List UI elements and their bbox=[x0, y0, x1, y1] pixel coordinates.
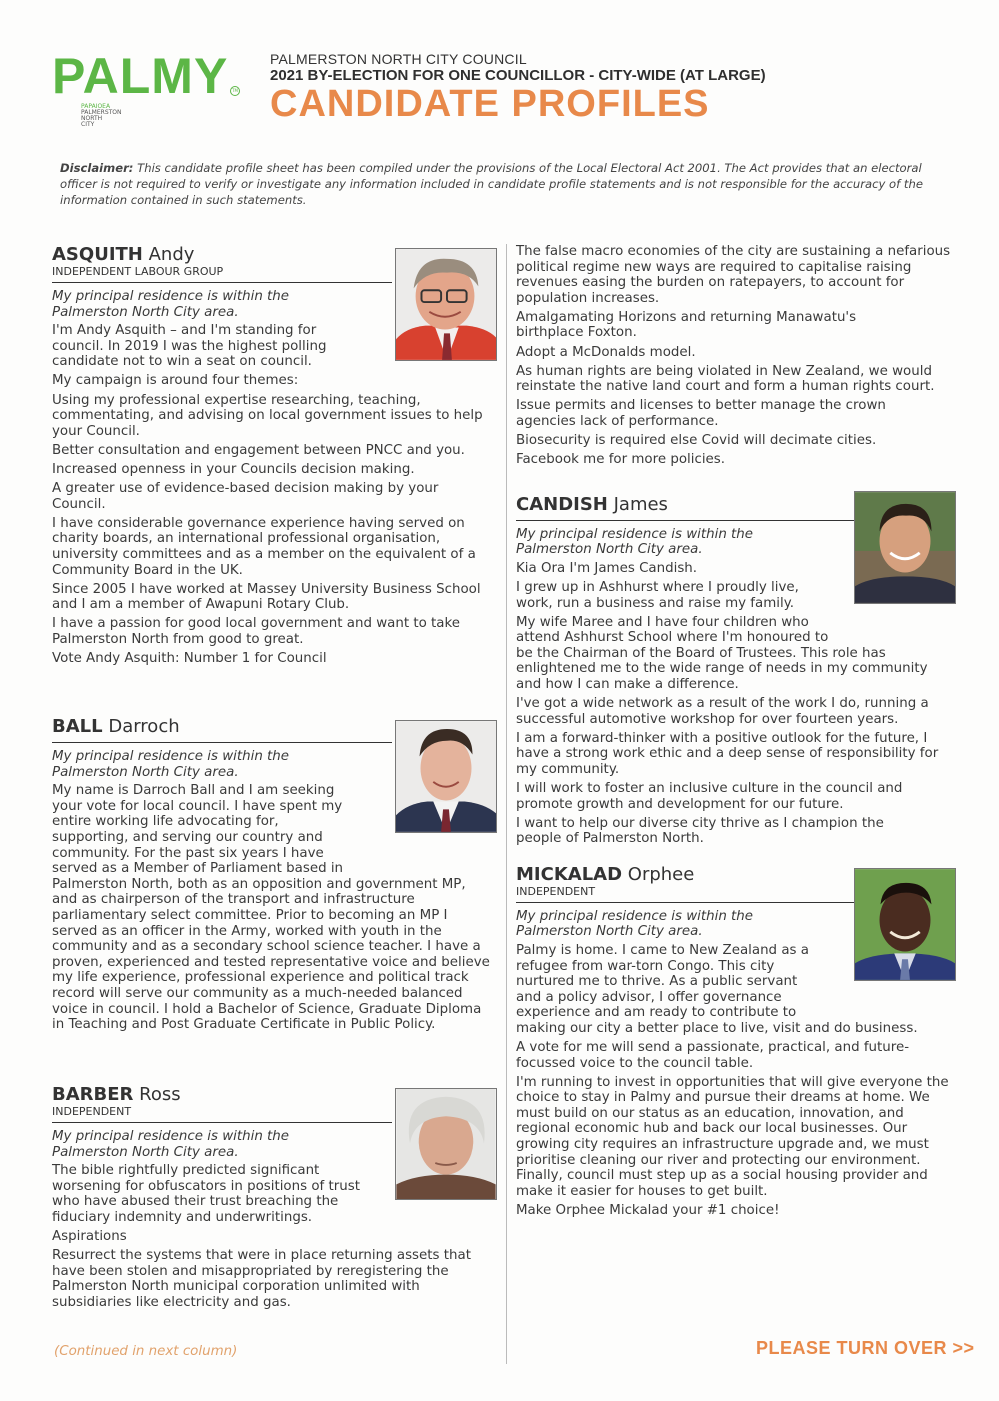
profile-paragraph: I've got a wide network as a result of the work I do, running a successful automotive workshop for over fourteen years. bbox=[516, 696, 929, 727]
please-turn-over: PLEASE TURN OVER >> bbox=[756, 1338, 975, 1358]
profile-paragraph: Using my professional expertise researching, teaching, commentating, and advising on local government issues to help your Council. bbox=[52, 392, 483, 439]
profile-paragraph: I am a forward-thinker with a positive outlook for the future, I have a strong work ethic and a deep sense of responsibility for my community. bbox=[516, 730, 939, 778]
disclaimer-text: This candidate profile sheet has been compiled under the provisions of the Local Electoral Act 2001. The Act provides that an electoral officer is not required to verify or investigate any information included in candidate profile statements and is not responsible for the accuracy of the information contained in such statements. bbox=[60, 161, 923, 207]
candidate-photo-asquith bbox=[395, 248, 497, 361]
profile-paragraph: Make Orphee Mickalad your #1 choice! bbox=[516, 1202, 780, 1218]
profile-paragraph: I will work to foster an inclusive culture in the council and promote growth and development for our future. bbox=[516, 781, 903, 812]
candidate-asquith bbox=[52, 244, 497, 699]
profile-paragraph: Biosecurity is required else Covid will decimate cities. bbox=[516, 433, 877, 449]
candidate-name: ASQUITH Andy bbox=[52, 244, 195, 265]
candidate-ball bbox=[52, 716, 497, 1084]
candidate-name: BARBER Ross bbox=[52, 1084, 181, 1105]
profile-paragraph: I have a passion for good local government and want to take Palmerston North from good to great. bbox=[52, 616, 461, 647]
profile-paragraph: My campaign is around four themes: bbox=[52, 373, 299, 389]
name-divider bbox=[516, 902, 856, 903]
candidate-name: MICKALAD Orphee bbox=[516, 863, 695, 885]
continued-note: (Continued in next column) bbox=[54, 1344, 238, 1359]
profile-paragraph: Facebook me for more policies. bbox=[516, 452, 726, 468]
profile-paragraph: My name is Darroch Ball and I am seeking your vote for local council. I have spent my entire working life advocating for, supporting, and serving our country and community. For the past six years I have served as a Member of Parliament based in Palmerston North, both as an opposition and government MP, and as chairperson of the transport and infrastructure parliamentary select committee. Prior to becoming an MP I served as an officer in the Army, worked with youth in the community and as a secondary school science teacher. I have a proven, experienced and tested representative voice and believe my life experience, professional experience and political track record will serve our community as a much-needed balanced voice in council. I hold a Bachelor of Science, Graduate Diploma in Teaching and Post Graduate Certificate in Public Policy. bbox=[52, 783, 492, 1033]
profile-paragraph: A vote for me will send a passionate, practical, and future-focussed voice to the council table. bbox=[516, 1039, 910, 1071]
profile-paragraph: My wife Maree and I have four children who attend Ashhurst School where I'm honoured to be the Chairman of the Board of Trustees. This role has enlightened me to the wide range of needs in my community and how I can make a difference. bbox=[516, 615, 956, 693]
profile-paragraph: Increased openness in your Councils decision making. bbox=[52, 461, 415, 477]
profile-paragraph: I have considerable governance experience having served on charity boards, an international professional organisation, university committees and as a member on the equivalent of a Community Board in the UK. bbox=[52, 515, 476, 578]
logo-wordmark: PALMY bbox=[52, 48, 229, 104]
column-divider bbox=[506, 244, 507, 1364]
candidate-photo-candish bbox=[854, 491, 956, 604]
disclaimer-label: Disclaimer: bbox=[60, 161, 134, 175]
profile-paragraph: Kia Ora I'm James Candish. bbox=[516, 560, 698, 576]
column-right bbox=[516, 244, 961, 1222]
profile-paragraph: I'm Andy Asquith – and I'm standing for council. In 2019 I was the highest polling candidate not to win a seat on council. bbox=[52, 323, 327, 370]
profile-paragraph: Resurrect the systems that were in place returning assets that have been stolen and misappropriated by reregistering the Palmerston North municipal corporation unlimited with subsidiaries like electricity and gas. bbox=[52, 1248, 471, 1310]
election-subtitle: 2021 BY-ELECTION FOR ONE COUNCILLOR - CITY-WIDE (AT LARGE) bbox=[270, 67, 766, 84]
profile-paragraph: I'm running to invest in opportunities that will give everyone the choice to stay in Palmy and pursue their dreams at home. We must build on our status as an education, innovation, and regional economic hub and back our local businesses. Our growing city requires an infrastructure upgrade and, we must prioritise cleaning our river and protecting our environment. Finally, council must step up as a social housing provider and make it easier for houses to get built. bbox=[516, 1074, 949, 1199]
candidate-candish bbox=[516, 494, 961, 864]
palmy-logo bbox=[52, 50, 252, 135]
candidate-affiliation: INDEPENDENT bbox=[52, 1105, 132, 1118]
candidate-affiliation: INDEPENDENT bbox=[516, 884, 596, 898]
candidate-mickalad bbox=[516, 864, 961, 1219]
page-title: CANDIDATE PROFILES bbox=[270, 83, 710, 125]
logo-subtitle: PAPAIOEA PALMERSTON NORTH CITY bbox=[81, 103, 122, 128]
profile-paragraph: Palmy is home. I came to New Zealand as a refugee from war-torn Congo. This city nurtured me to thrive. As a public servant and a policy advisor, I offer governance experience and am ready to contribute to making our city a better place to live, visit and do business. bbox=[516, 943, 956, 1037]
name-divider bbox=[516, 520, 856, 521]
page-header bbox=[52, 50, 952, 140]
residence-statement: My principal residence is within the Palmerston North City area. bbox=[52, 1129, 290, 1160]
residence-statement: My principal residence is within the Palmerston North City area. bbox=[52, 289, 290, 320]
residence-statement: My principal residence is within the Palmerston North City area. bbox=[516, 526, 754, 558]
name-divider bbox=[52, 1122, 392, 1123]
profile-paragraph: Adopt a McDonalds model. bbox=[516, 344, 696, 360]
disclaimer bbox=[60, 160, 940, 208]
candidate-name: CANDISH James bbox=[516, 493, 668, 515]
candidate-affiliation: INDEPENDENT LABOUR GROUP bbox=[52, 265, 224, 278]
profile-paragraph: Amalgamating Horizons and returning Manawatu's birthplace Foxton. bbox=[516, 309, 857, 341]
column-left bbox=[52, 244, 497, 1314]
candidate-barber-continued bbox=[516, 244, 961, 468]
trademark-icon: TM bbox=[230, 86, 240, 96]
name-divider bbox=[52, 742, 392, 743]
name-divider bbox=[52, 282, 392, 283]
profile-paragraph: As human rights are being violated in New Zealand, we would reinstate the native land court and form a human rights court. bbox=[516, 363, 935, 395]
candidate-photo-barber bbox=[395, 1088, 497, 1200]
photo-spacer bbox=[836, 615, 956, 645]
profile-paragraph: Since 2005 I have worked at Massey University Business School and I am a member of Awapuni Rotary Club. bbox=[52, 581, 481, 613]
profile-paragraph: The bible rightfully predicted significant worsening for obfuscators in positions of trust who have abused their trust breaching the fiduciary indemnity and underwritings. bbox=[52, 1163, 360, 1225]
profile-paragraph: Issue permits and licenses to better manage the crown agencies lack of performance. bbox=[516, 398, 886, 429]
candidate-photo-ball bbox=[395, 720, 497, 833]
profile-paragraph: A greater use of evidence-based decision making by your Council. bbox=[52, 481, 439, 512]
profile-paragraph: I want to help our diverse city thrive as I champion the people of Palmerston North. bbox=[516, 815, 884, 847]
residence-statement: My principal residence is within the Palmerston North City area. bbox=[52, 749, 290, 780]
council-name: PALMERSTON NORTH CITY COUNCIL bbox=[270, 51, 527, 67]
profile-paragraph: I grew up in Ashhurst where I proudly live, work, run a business and raise my family. bbox=[516, 580, 799, 611]
profile-paragraph: Aspirations bbox=[52, 1229, 127, 1245]
candidate-barber bbox=[52, 1084, 497, 1311]
residence-statement: My principal residence is within the Palmerston North City area. bbox=[516, 908, 754, 940]
profile-paragraph: Better consultation and engagement between PNCC and you. bbox=[52, 442, 465, 458]
candidate-name: BALL Darroch bbox=[52, 716, 180, 737]
profile-paragraph: The false macro economies of the city are sustaining a nefarious political regime new ways are required to capitalise raising revenues easing the burden on ratepayers, to account for population increases. bbox=[516, 244, 951, 306]
candidate-photo-mickalad bbox=[854, 868, 956, 981]
profile-paragraph: Vote Andy Asquith: Number 1 for Council bbox=[52, 650, 327, 666]
